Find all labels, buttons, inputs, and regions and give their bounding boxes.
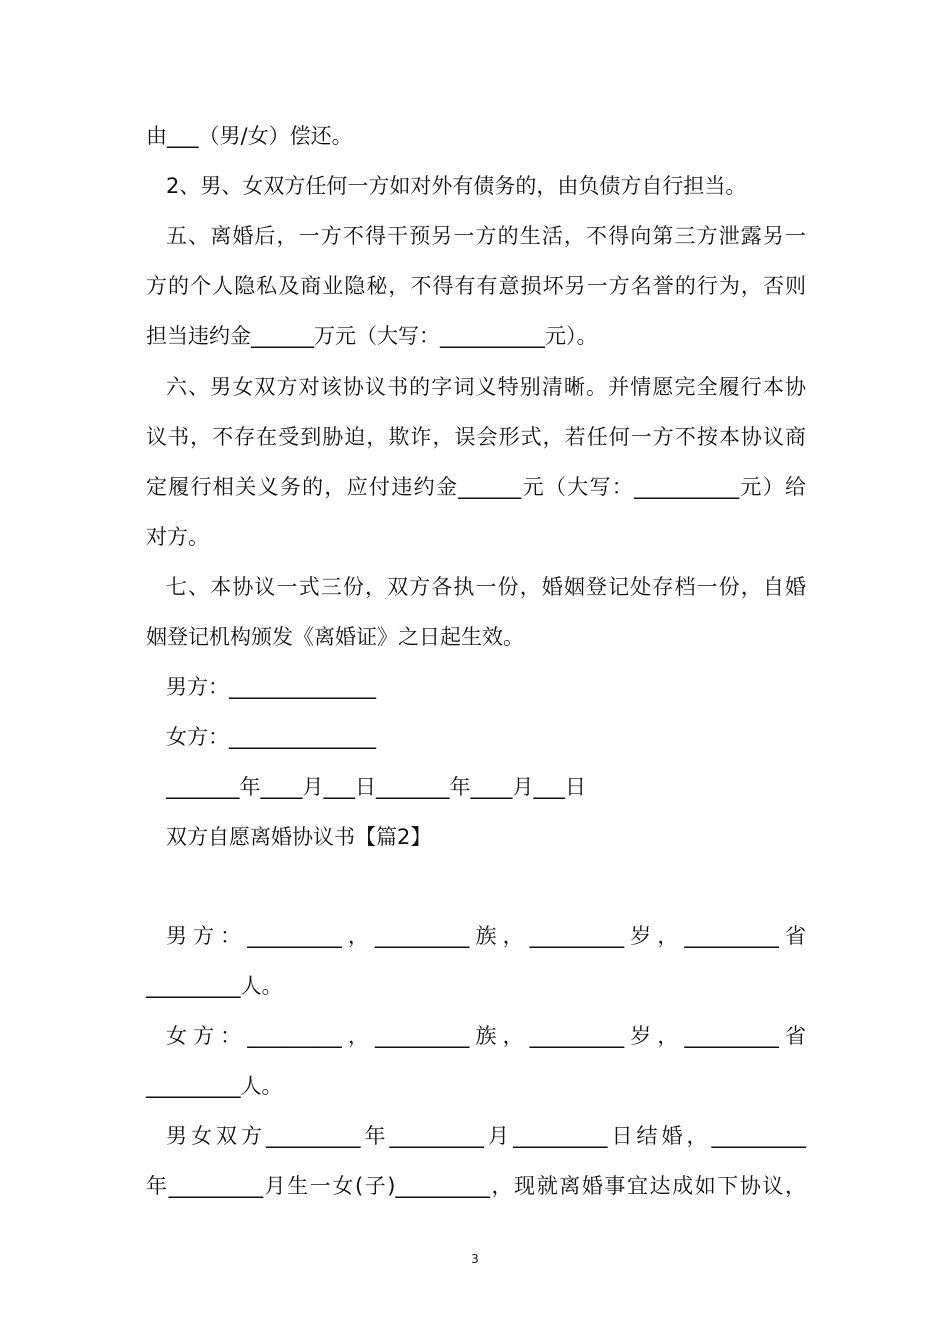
- text-line: 女方：_________，_________族，_________岁，_________省: [166, 1024, 806, 1048]
- date-line: _______年____月___日_______年____月___日: [166, 775, 586, 799]
- text-line: 五、离婚后，一方不得干预另一方的生活，不得向第三方泄露另一: [166, 224, 806, 248]
- text-line: 方的个人隐私及商业隐秘，不得有有意损坏另一方名誉的行为，否则: [146, 274, 806, 298]
- signature-line-female: 女方：______________: [166, 725, 376, 749]
- text-line: 男女双方_________年_________月_________日结婚，_________: [166, 1124, 806, 1148]
- text-line: 定履行相关义务的，应付违约金______元（大写：__________元）给: [146, 475, 806, 499]
- text-line: 担当违约金______万元（大写：__________元）。: [146, 324, 598, 348]
- page-number: 3: [471, 1252, 479, 1266]
- text-line: 由___（男/女）偿还。: [146, 124, 353, 148]
- text-line: 2、男、女双方任何一方如对外有债务的，由负债方自行担当。: [166, 174, 747, 198]
- text-line: 七、本协议一式三份，双方各执一份，婚姻登记处存档一份，自婚: [166, 575, 806, 599]
- text-line: 年_________月生一女(子)_________，现就离婚事宜达成如下协议，: [146, 1174, 806, 1198]
- text-line: 对方。: [146, 525, 209, 549]
- text-line: _________人。: [146, 974, 283, 998]
- text-line: 姻登记机构颁发《离婚证》之日起生效。: [146, 625, 524, 649]
- text-line: 男方：_________，_________族，_________岁，_________省: [166, 924, 806, 948]
- text-line: 六、男女双方对该协议书的字词义特别清晰。并情愿完全履行本协: [166, 375, 806, 399]
- signature-line-male: 男方：______________: [166, 675, 376, 699]
- text-line: _________人。: [146, 1074, 283, 1098]
- text-line: 议书，不存在受到胁迫，欺诈，误会形式，若任何一方不按本协议商: [146, 425, 806, 449]
- section-heading: 双方自愿离婚协议书【篇2】: [166, 825, 432, 849]
